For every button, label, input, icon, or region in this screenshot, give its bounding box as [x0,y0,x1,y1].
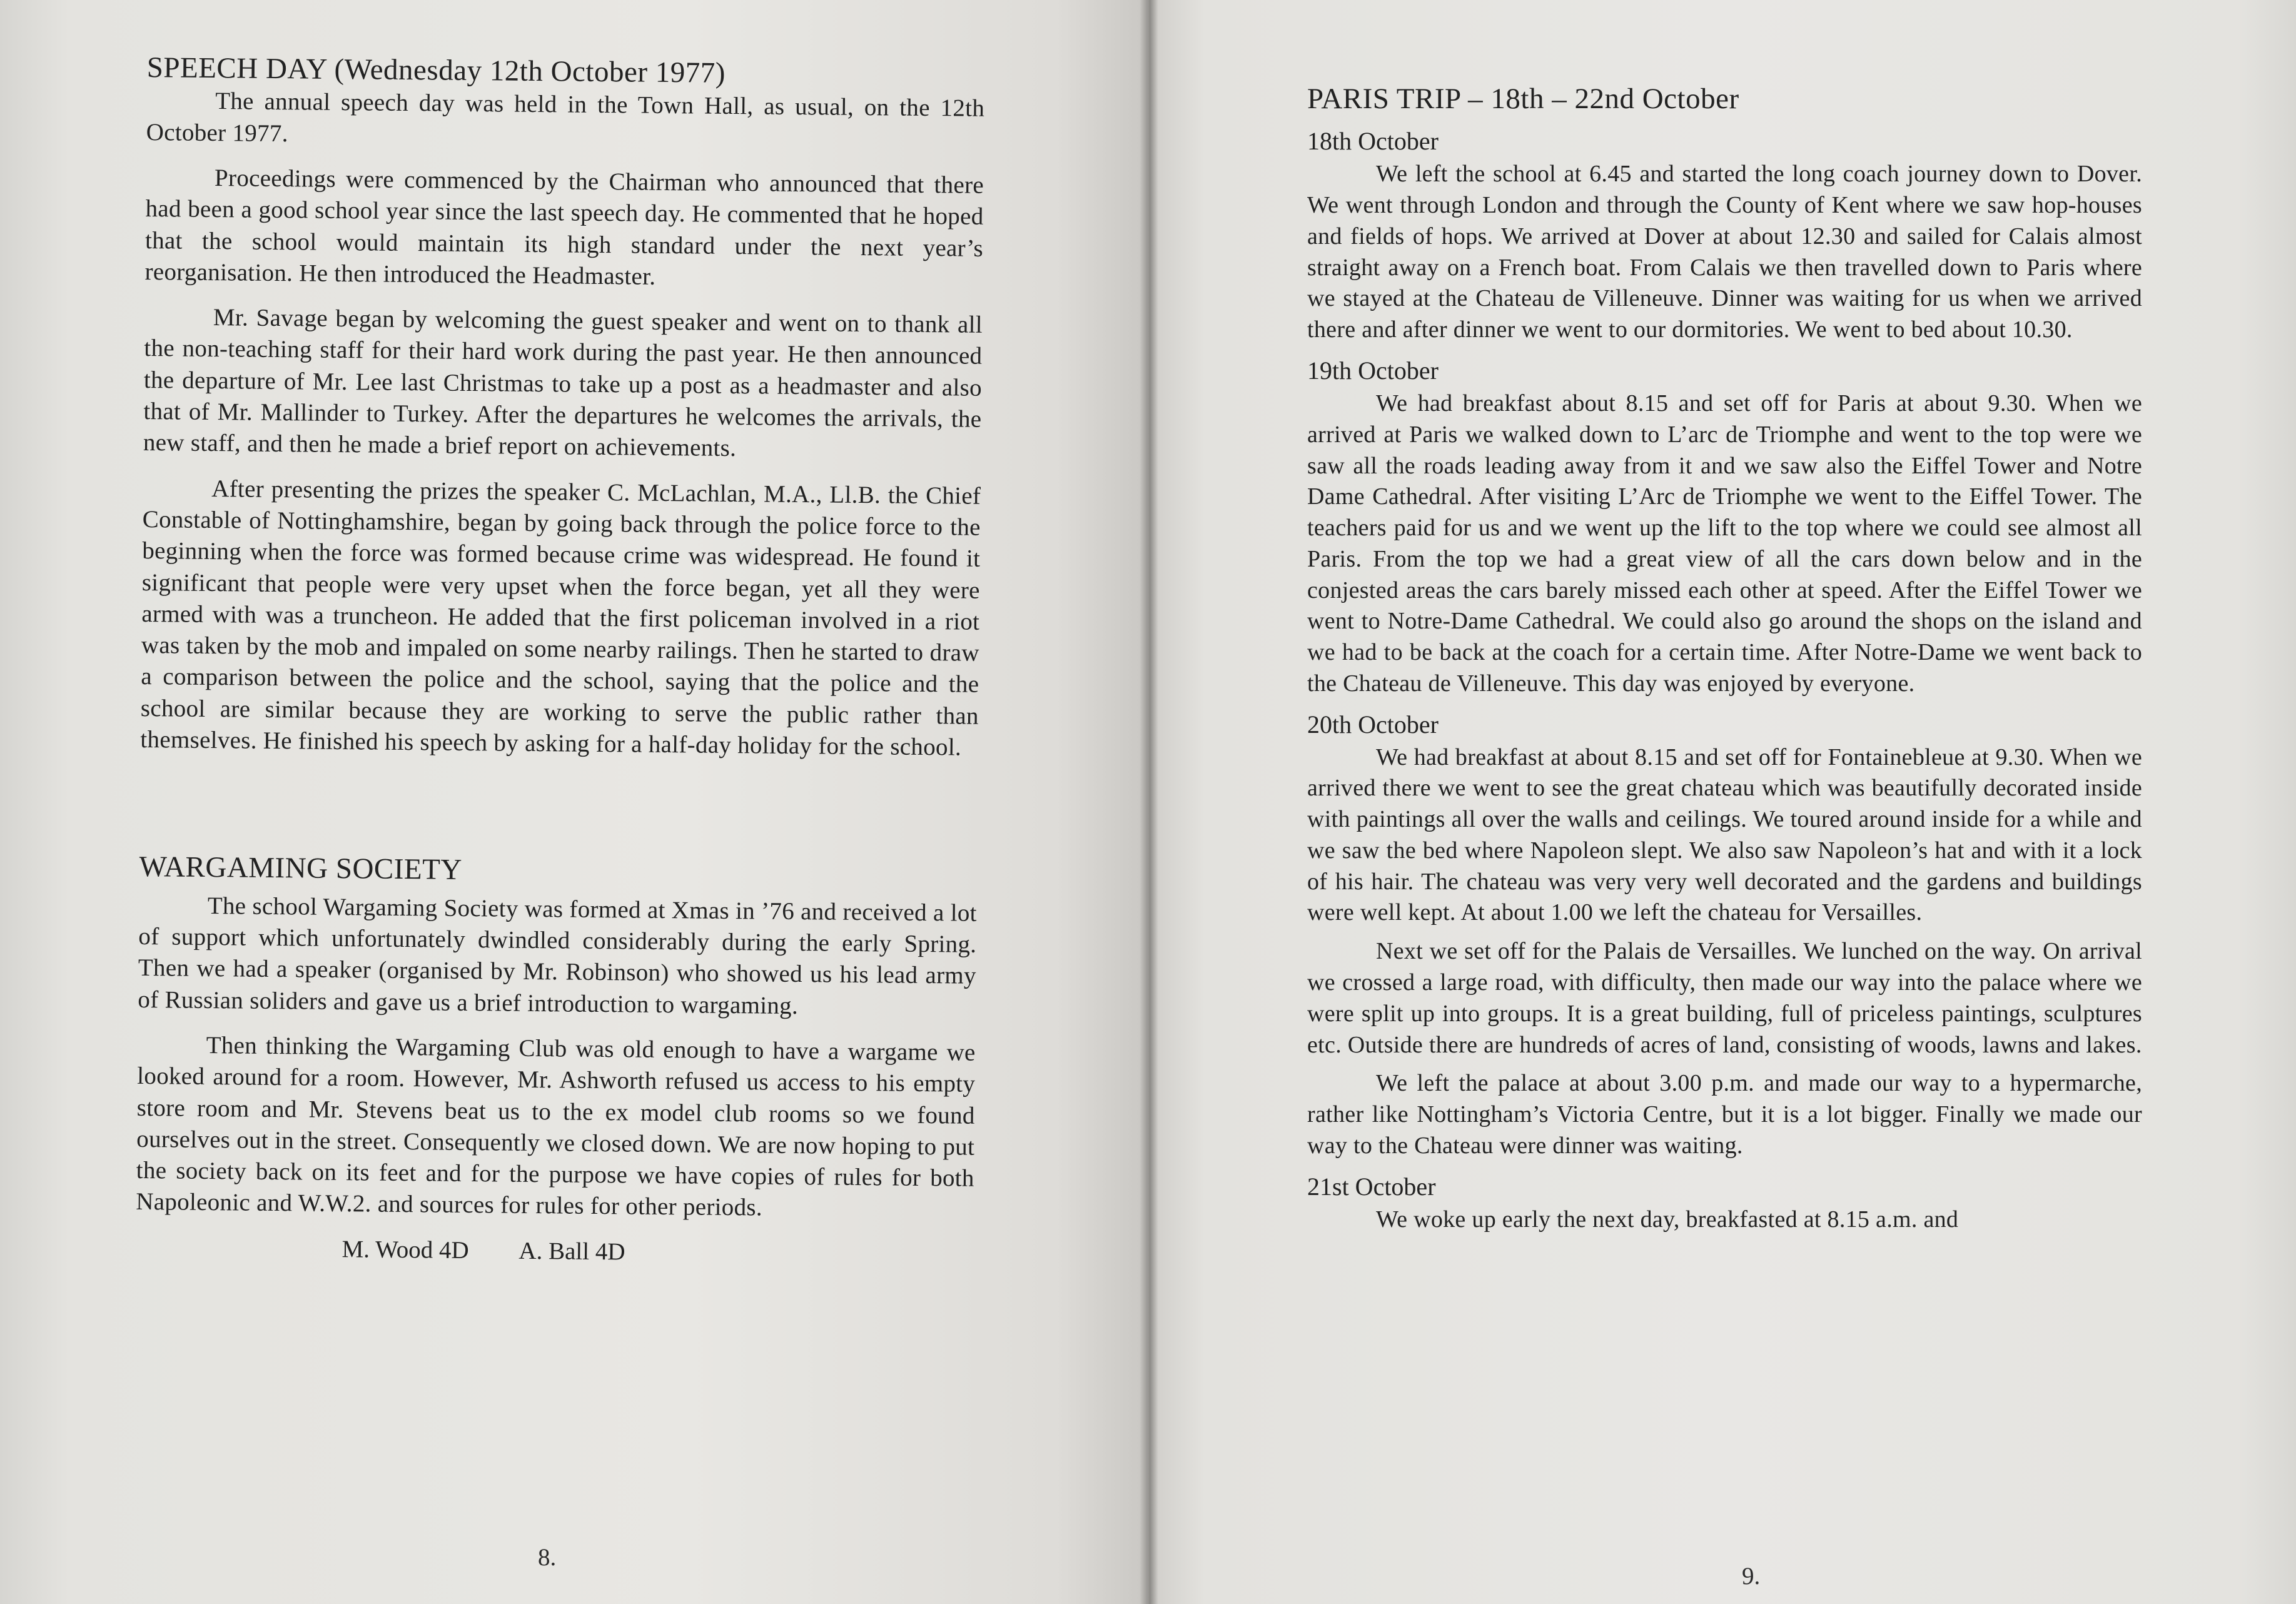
paragraph: Next we set off for the Palais de Versailles. We lunched on the way. On arrival we crossed a large road, with difficulty, then made our way into the palace where we were split up into groups. It is a great building, full of priceless paintings, sculptures etc. Outside there are hundreds of acres of land, consisting of woods, lawns and lakes. [1307,938,2142,1058]
paragraph: Proceedings were commenced by the Chairman who announced that there had been a good school year since the last speech day. He commented that he hoped that the school would maintain its high standard under the next year’s reorganisation. He then introduced the Headmaster. [144,164,984,290]
wargaming-article [135,849,977,1271]
paragraph: We had breakfast about 8.15 and set off for Paris at about 9.30. When we arrived at Paris we walked down to L’arc de Triomphe and went to the top were we saw all the roads leading away from it and we saw also the Eiffel Tower and Notre Dame Cathedral. After visiting L’Arc de Triomphe we went to the Eiffel Tower. The teachers paid for us and we went up the lift to the top where we could see almost all Paris. From the top we had a great view of all the cars down below and in the conjested areas the cars barely missed each other at speed. After the Eiffel Tower we went to Notre-Dame Cathedral. We could also go around the shops on the island and we had to be back at the coach for a certain time. After Notre-Dame we went back to the Chateau de Villeneuve. This day was enjoyed by everyone. [1307,390,2142,697]
wargaming-title: WARGAMING SOCIETY [139,850,463,887]
signature: A. Ball 4D [518,1237,625,1266]
paragraph: Then thinking the Wargaming Club was old enough to have a wargame we looked around for a room. However, Mr. Ashworth refused us access to his empty store room and Mr. Stevens beat us to the ex model club rooms so we found ourselves out in the street. Consequently we closed down. We are now hoping to put the society back on its feet and for the purpose we have copies of rules for both Napoleonic and W.W.2. and sources for rules for other periods. [136,1031,976,1221]
speech-day-article [140,50,985,764]
book-gutter [1140,0,1158,1604]
signature: M. Wood 4D [341,1235,469,1264]
right-column [1307,81,2142,1243]
day-date: 18th October [1307,127,1439,156]
day-date: 21st October [1307,1172,1436,1201]
day-date: 19th October [1307,356,1439,385]
paris-trip-title: PARIS TRIP – 18th – 22nd October [1307,83,1739,115]
paragraph: The school Wargaming Society was formed at Xmas in ’76 and received a lot of support which unfortunately dwindled considerably during the early Spring. Then we had a speaker (organised by Mr. Robinson) who showed us his lead army of Russian soliders and gave us a brief introduction to wargaming. [138,892,978,1019]
paragraph: The annual speech day was held in the Town Hall, as usual, on the 12th October 1977. [146,88,985,147]
right-page [1148,0,2296,1604]
page-number-right: 9. [1742,1563,1761,1590]
paragraph: We woke up early the next day, breakfasted at 8.15 a.m. and [1376,1206,1959,1233]
paragraph: Mr. Savage began by welcoming the guest speaker and went on to thank all the non-teaching staff for their hard work during the past year. He then announced the departure of Mr. Lee last Christmas to take up a post as a headmaster and also that of Mr. Mallinder to Turkey. After the departures he welcomes the arrivals, the new staff, and then he made a brief report on achievements. [143,304,983,462]
signatures [135,1232,973,1272]
day-date: 20th October [1307,710,1439,739]
left-column [135,50,985,1271]
paragraph: We left the school at 6.45 and started the long coach journey down to Dover. We went through London and through the County of Kent where we saw hop-houses and fields of hops. We arrived at Dover at about 12.30 and sailed for Calais almost straight away on a French boat. From Calais we then travelled down to Paris where we stayed at the Chateau de Villeneuve. Dinner was waiting for us when we arrived there and after dinner we went to our dormitories. We went to bed about 10.30. [1307,161,2142,343]
paragraph: After presenting the prizes the speaker C. McLachlan, M.A., Ll.B. the Chief Constable of Nottinghamshire, began by going back through the police force to the beginning when the force was formed because crime was widespread. He found it significant that people were very upset when the force began, yet all they were armed with was a truncheon. He added that the first policeman involved in a riot was taken by the mob and impaled on some nearby railings. Then he started to draw a comparison between the police and the school, saying that the police and the school are similar because they are working to serve the public rather than themselves. He finished his speech by asking for a half-day holiday for the school. [140,475,981,761]
page-number-left: 8. [538,1544,557,1571]
speech-day-title: SPEECH DAY (Wednesday 12th October 1977) [146,51,726,89]
paragraph: We left the palace at about 3.00 p.m. and made our way to a hypermarche, rather like Nottingham’s Victoria Centre, but it is a lot bigger. Finally we made our way to the Chateau were dinner was waiting. [1307,1070,2142,1159]
paragraph: We had breakfast at about 8.15 and set off for Fontainebleue at 9.30. When we arrived there we went to see the great chateau which was beautifully decorated inside with paintings all over the walls and ceilings. We toured around inside for a while and we saw the bed where Napoleon slept. We also saw Napoleon’s hat and with it a lock of his hair. The chateau was very very well decorated and the gardens and buildings were well kept. At about 1.00 we left the chateau for Versailles. [1307,744,2142,926]
